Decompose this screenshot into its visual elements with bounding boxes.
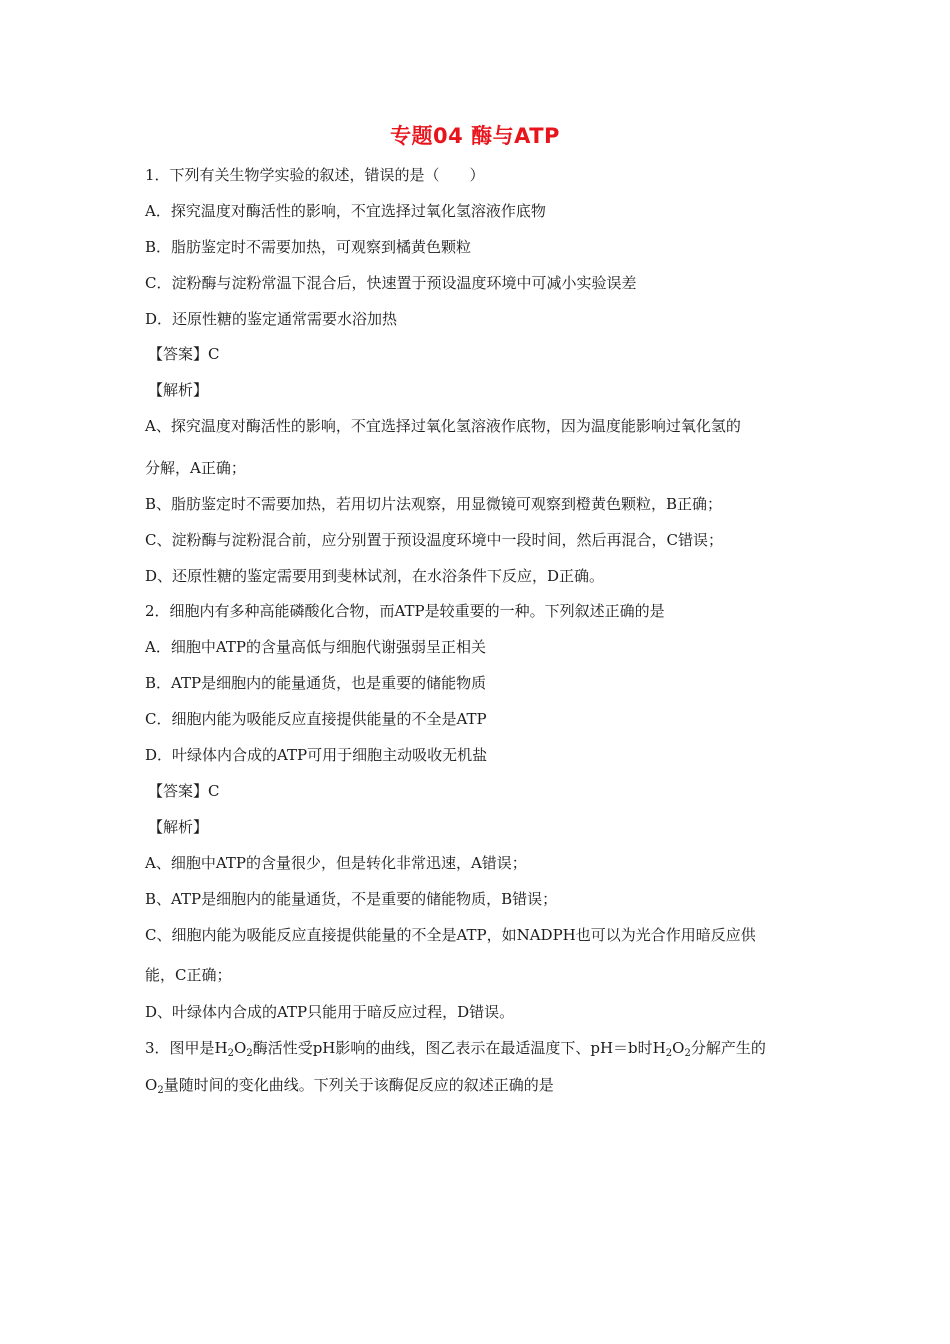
subscript: 2 [246, 1048, 253, 1059]
question-2-analysis-line: C、细胞内能为吸能反应直接提供能量的不全是ATP，如NADPH也可以为光合作用暗反应供 [145, 926, 756, 944]
page-title: 专题04 酶与ATP [390, 124, 560, 148]
question-1-answer: 【答案】C [148, 345, 220, 363]
question-2-analysis-line: A、细胞中ATP的含量很少，但是转化非常迅速，A错误； [145, 854, 527, 872]
stem-text: 酶活性受pH影响的曲线，图乙表示在最适温度下、pH＝b时H [252, 1039, 666, 1057]
question-3-stem-continued [145, 1074, 815, 1096]
question-2-option-b: B．ATP是细胞内的能量通货，也是重要的储能物质 [145, 674, 487, 692]
subscript: 2 [665, 1048, 673, 1059]
question-2-analysis-label: 【解析】 [148, 818, 209, 836]
question-1-option-a: A．探究温度对酶活性的影响，不宜选择过氧化氢溶液作底物 [145, 202, 546, 220]
question-2-analysis-line: 能，C正确； [145, 966, 232, 984]
stem-text: 量随时间的变化曲线。下列关于该酶促反应的叙述正确的是 [163, 1076, 554, 1094]
question-1-analysis-line: B、脂肪鉴定时不需要加热，若用切片法观察，用显微镜可观察到橙黄色颗粒，B正确； [145, 495, 723, 513]
stem-text: O [145, 1076, 158, 1094]
subscript: 2 [157, 1085, 164, 1096]
question-2-option-a: A．细胞中ATP的含量高低与细胞代谢强弱呈正相关 [145, 638, 486, 656]
question-2-option-c: C．细胞内能为吸能反应直接提供能量的不全是ATP [145, 710, 487, 728]
stem-text: 3．图甲是H [145, 1039, 228, 1057]
question-1-analysis-line: A、探究温度对酶活性的影响，不宜选择过氧化氢溶液作底物，因为温度能影响过氧化氢的 [145, 417, 741, 435]
question-2-analysis-line: D、叶绿体内合成的ATP只能用于暗反应过程，D错误。 [145, 1003, 515, 1021]
question-1-analysis-line: 分解，A正确； [145, 459, 246, 477]
question-2-option-d: D．叶绿体内合成的ATP可用于细胞主动吸收无机盐 [145, 746, 488, 764]
question-1-option-b: B．脂肪鉴定时不需要加热，可观察到橘黄色颗粒 [145, 238, 472, 256]
question-1-stem: 1．下列有关生物学实验的叙述，错误的是（ ） [145, 166, 485, 184]
question-1-analysis-line: D、还原性糖的鉴定需要用到斐林试剂，在水浴条件下反应，D正确。 [145, 567, 605, 585]
question-1-analysis-line: C、淀粉酶与淀粉混合前，应分别置于预设温度环境中一段时间，然后再混合，C错误； [145, 531, 723, 549]
stem-text: O [234, 1039, 247, 1057]
question-1-analysis-label: 【解析】 [148, 381, 209, 399]
subscript: 2 [227, 1048, 234, 1059]
stem-text: 分解产生的 [690, 1039, 766, 1057]
question-1-option-d: D．还原性糖的鉴定通常需要水浴加热 [145, 310, 398, 328]
subscript: 2 [684, 1048, 691, 1059]
question-2-answer: 【答案】C [148, 782, 220, 800]
question-2-stem: 2．细胞内有多种高能磷酸化合物，而ATP是较重要的一种。下列叙述正确的是 [145, 602, 665, 620]
question-3-stem [145, 1037, 815, 1059]
question-1-option-c: C．淀粉酶与淀粉常温下混合后，快速置于预设温度环境中可减小实验误差 [145, 274, 637, 292]
stem-text: O [672, 1039, 685, 1057]
question-2-analysis-line: B、ATP是细胞内的能量通货，不是重要的储能物质，B错误； [145, 890, 558, 908]
